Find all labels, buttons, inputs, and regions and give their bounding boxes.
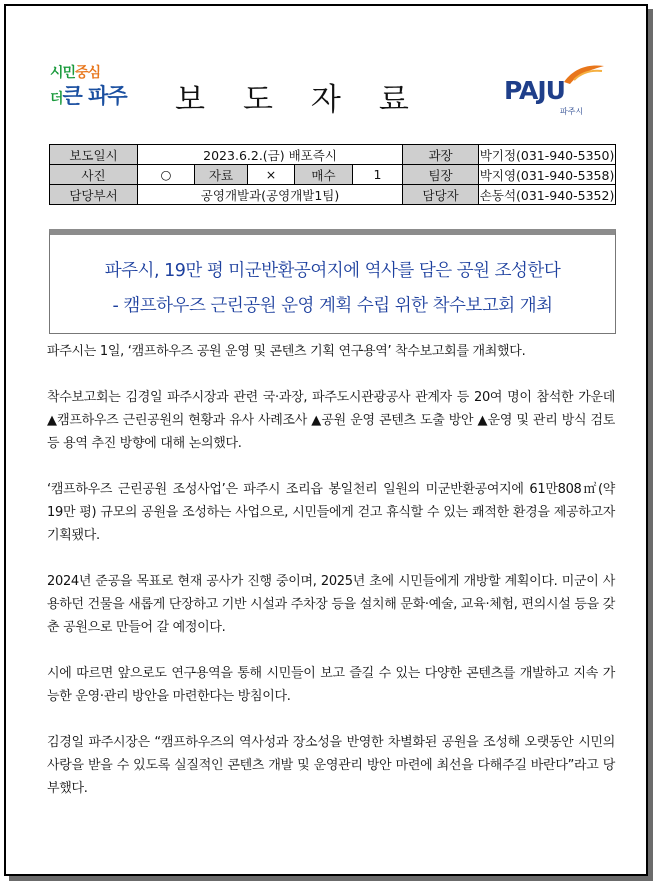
headline-box — [49, 229, 616, 334]
label-photo: 사진 — [50, 165, 138, 185]
logo-sub: 파주시 — [560, 107, 584, 116]
paju-city-logo — [500, 62, 610, 118]
value-team-leader: 박지영(031-940-5358) — [479, 165, 616, 185]
value-photo: ○ — [138, 165, 195, 185]
value-release-date: 2023.6.2.(금) 배포즉시 — [138, 145, 403, 165]
info-row-date — [50, 145, 616, 165]
value-data: × — [248, 165, 295, 185]
value-director: 박기정(031-940-5350) — [479, 145, 616, 165]
release-info-table — [49, 144, 616, 205]
label-director: 과장 — [403, 145, 479, 165]
article-paragraph-2: 착수보고회는 김경일 파주시장과 관련 국·과장, 파주도시관광공사 관계자 등 20여 명이 참석한 가운데 ▲캠프하우즈 근린공원의 현황과 유사 사례조사 ▲공원 운영 콘텐츠 도출 방안 ▲운영 및 관리 방식 검토 등 용역 추진 방향에 대해 논의했다. — [47, 390, 615, 451]
press-release-title: 보도자료 — [175, 82, 447, 118]
slogan-logo — [50, 62, 150, 110]
article-paragraph-6: 김경일 파주시장은 “캠프하우즈의 역사성과 장소성을 반영한 차별화된 공원을 조성해 오랫동안 시민의 사랑을 받을 수 있도록 실질적인 콘텐츠 개발 및 운영관리 방안 마련에 최선을 다해주길 바란다”라고 당부했다. — [47, 735, 615, 796]
label-release-date: 보도일시 — [50, 145, 138, 165]
logo-text-more: 더 — [50, 91, 63, 107]
logo-swoosh-icon — [562, 62, 606, 84]
info-row-attachments — [50, 165, 616, 185]
label-data: 자료 — [195, 165, 248, 185]
logo-text-center: 중심 — [75, 65, 101, 81]
value-department: 공영개발과(공영개발1팀) — [138, 185, 403, 205]
logo-text-citizen: 시민 — [50, 65, 76, 81]
label-department: 담당부서 — [50, 185, 138, 205]
article-paragraph-1: 파주시는 1일, ‘캠프하우즈 공원 운영 및 콘텐츠 기획 연구용역’ 착수보고회를 개최했다. — [47, 344, 526, 359]
article-body — [47, 340, 615, 823]
article-paragraph-4: 2024년 준공을 목표로 현재 공사가 진행 중이며, 2025년 초에 시민들에게 개방할 계획이다. 미군이 사용하던 건물을 새롭게 단장하고 기반 시설과 주차장 등을 설치해 문화·예술, 교육·체험, 편의시설 등을 갖춘 공원으로 만들어 갈 예정이다. — [47, 574, 615, 635]
value-contact-person: 손동석(031-940-5352) — [479, 185, 616, 205]
article-paragraph-3: ‘캠프하우즈 근린공원 조성사업’은 파주시 조리읍 봉일천리 일원의 미군반환공여지에 61만808㎡(약 19만 평) 규모의 공원을 조성하는 사업으로, 시민들에게 걷고 휴식할 수 있는 쾌적한 환경을 제공하고자 기획됐다. — [47, 482, 615, 543]
value-page-count: 1 — [353, 165, 403, 185]
headline-title: 파주시, 19만 평 미군반환공여지에 역사를 담은 공원 조성한다 — [104, 261, 561, 281]
logo-word: PAJU — [504, 76, 565, 105]
article-paragraph-5: 시에 따르면 앞으로도 연구용역을 통해 시민들이 보고 즐길 수 있는 다양한 콘텐츠를 개발하고 지속 가능한 운영·관리 방안을 마련한다는 방침이다. — [47, 666, 615, 704]
label-page-count: 매수 — [295, 165, 353, 185]
label-contact-person: 담당자 — [403, 185, 479, 205]
label-team-leader: 팀장 — [403, 165, 479, 185]
info-row-department — [50, 185, 616, 205]
logo-text-paju: 큰 파주 — [62, 84, 127, 108]
headline-subtitle: - 캠프하우즈 근린공원 운영 계획 수립 위한 착수보고회 개최 — [112, 296, 553, 316]
